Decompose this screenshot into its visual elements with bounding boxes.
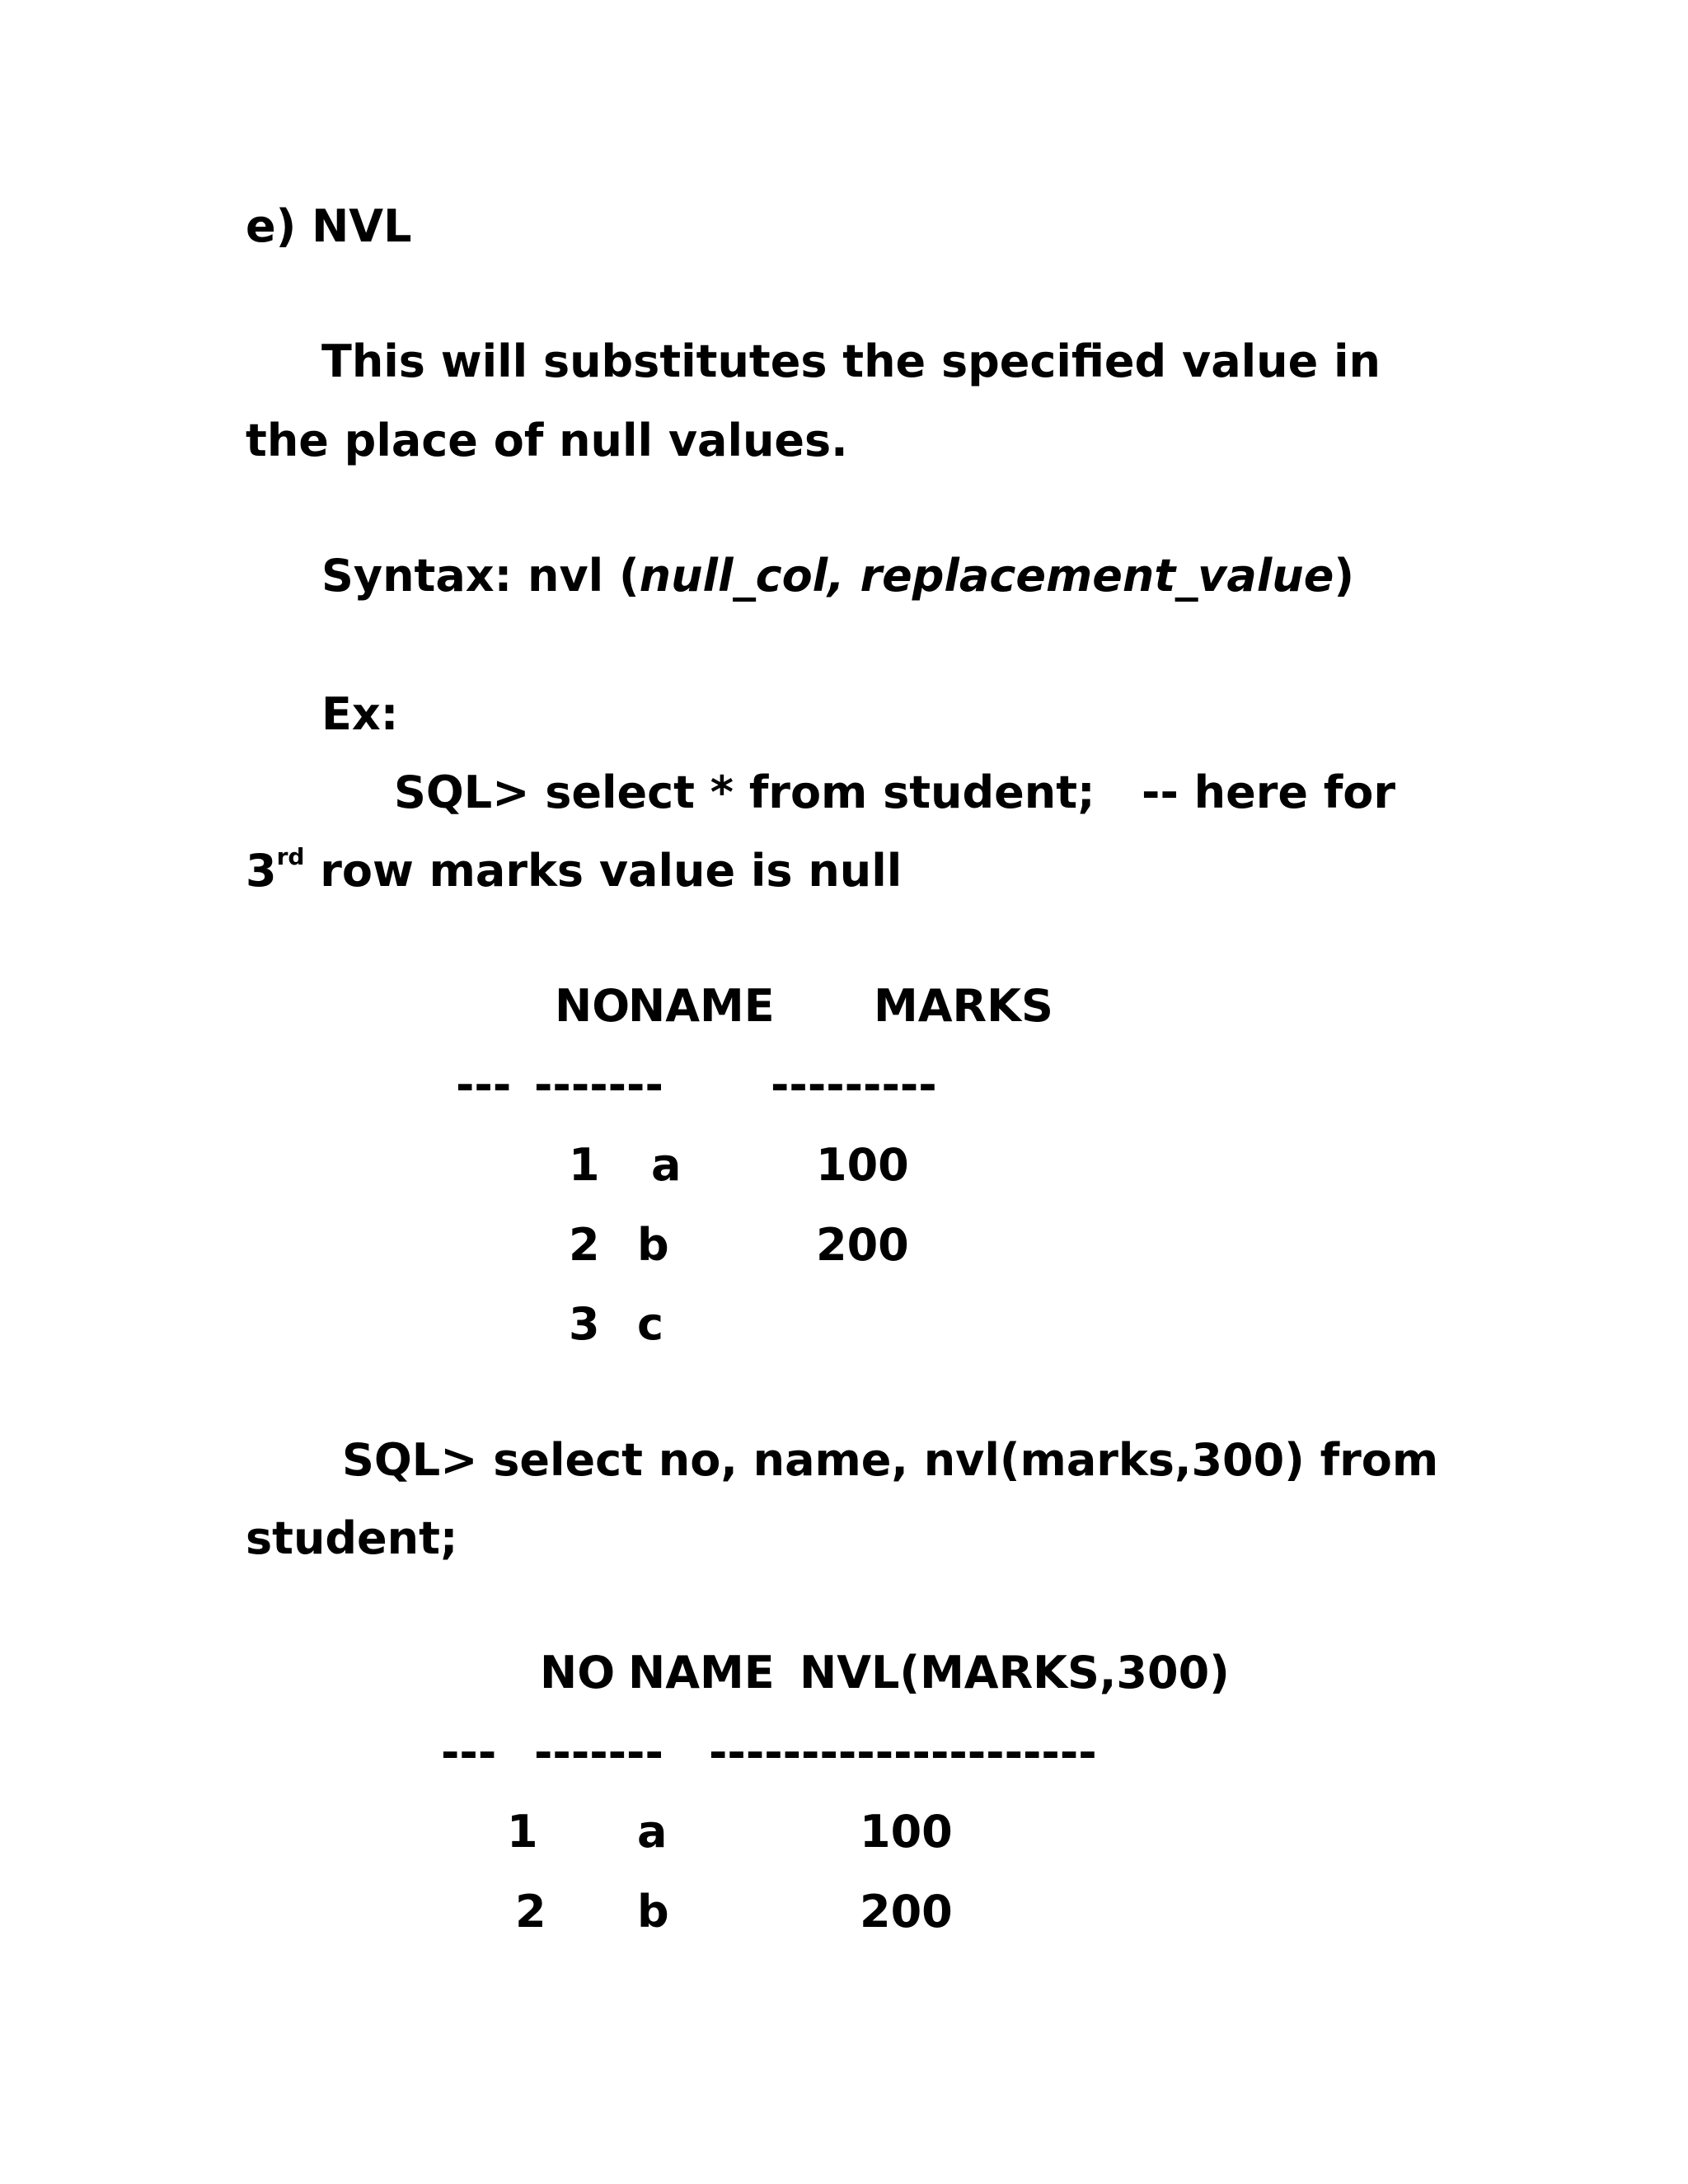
table-1-row-3-no: 3 [569,1298,600,1350]
table-2-row-2-marks: 200 [860,1886,953,1938]
query-2-line-2: student; [246,1512,458,1564]
table-1-row-1-marks: 100 [816,1139,909,1191]
description-line-2: the place of null values. [246,415,848,466]
table-1-underline-marks: --------- [771,1059,937,1111]
query-1-continuation [246,843,903,897]
table-2-underline-name: ------- [534,1727,663,1779]
syntax-label: Syntax: nvl ( [321,550,640,602]
table-2-header-no: NO [540,1647,616,1699]
table-1-header-no: NO [555,980,631,1032]
table-2-underline-marks: --------------------- [709,1727,1097,1779]
table-1-underline-name: ------- [534,1059,663,1111]
table-1-row-2-name: b [637,1219,669,1271]
table-1-row-1-name: a [651,1139,682,1191]
example-label: Ex: [321,688,399,740]
syntax-args: null_col, replacement_value [639,550,1334,602]
syntax-line [321,550,1355,602]
section-heading: e) NVL [246,200,412,252]
table-2-row-1-marks: 100 [860,1806,953,1858]
table-2-row-1-name: a [637,1806,668,1858]
ordinal-number: 3 [246,845,277,897]
table-2-header-marks: NVL(MARKS,300) [799,1647,1230,1699]
description-line-1: This will substitutes the specified value in [321,335,1381,387]
query-1-comment-rest: row marks value is null [304,845,903,897]
table-2-underline-no: --- [441,1727,497,1779]
table-2-row-1-no: 1 [507,1806,538,1858]
table-1-underline-no: --- [456,1059,512,1111]
syntax-close: ) [1334,550,1355,602]
table-2-row-2-no: 2 [515,1886,546,1938]
ordinal-suffix: rd [276,843,305,870]
table-1-row-2-marks: 200 [816,1219,909,1271]
query-2-line-1: SQL> select no, name, nvl(marks,300) from [342,1434,1439,1486]
table-2-row-2-name: b [637,1886,669,1938]
query-1-line: SQL> select * from student; -- here for [394,766,1395,818]
table-1-header-marks: MARKS [874,980,1053,1032]
table-1-row-2-no: 2 [569,1219,600,1271]
table-1-row-3-name: c [637,1298,664,1350]
table-1-row-1-no: 1 [569,1139,600,1191]
table-1-header-name: NAME [628,980,775,1032]
table-2-header-name: NAME [628,1647,775,1699]
